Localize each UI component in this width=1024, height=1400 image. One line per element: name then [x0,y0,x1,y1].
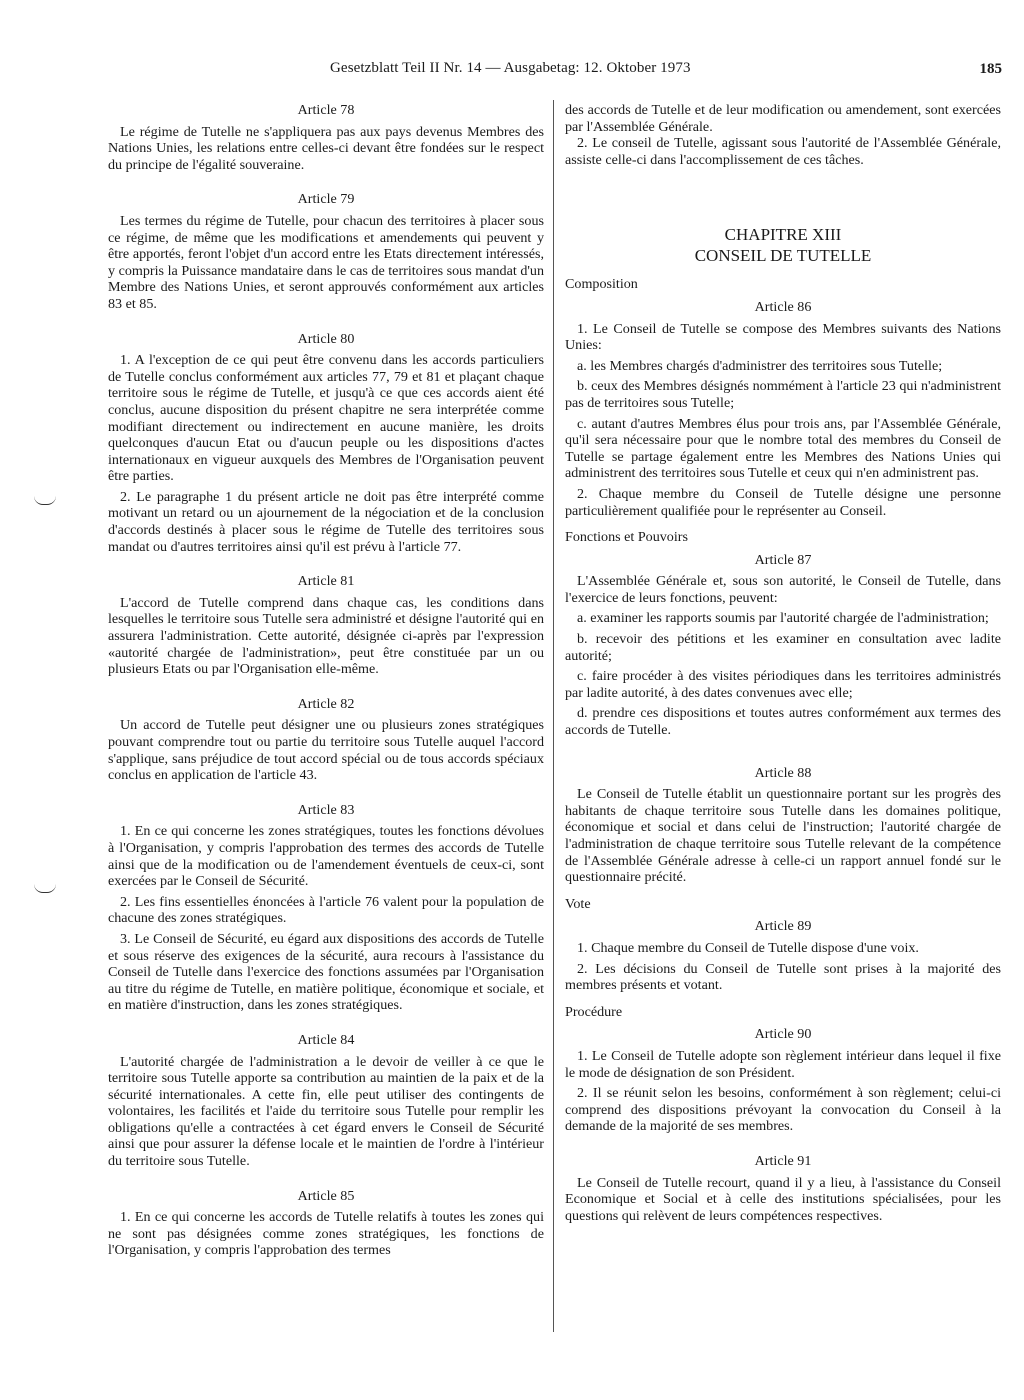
article-heading: Article 81 [297,573,355,590]
page-number: 185 [979,61,1002,77]
chapter-name: CONSEIL DE TUTELLE [694,246,872,266]
paragraph: 2. Le conseil de Tutelle, agissant sous l'autorité de l'Assemblée Générale, assiste celle-ci dans l'accomplissement de ces tâches. [565,135,1001,168]
article-heading: Article 91 [754,1152,812,1169]
article-heading: Article 79 [297,191,355,208]
paragraph: 3. Le Conseil de Sécurité, eu égard aux dispositions des accords de Tutelle et sous réserve des exigences de la sécurité, aura recours à l'assistance du Conseil de Tutelle dans l'exercice des fonctions assumées par l'Organisation au titre du régime de Tutelle, en matière politique, économique et sociale, et en matière d'instruction, dans les zones stratégiques. [108,930,544,1014]
column-divider [553,100,554,1332]
paragraph: Le Conseil de Tutelle établit un questionnaire portant sur les progrès des habitants de chaque territoire sous Tutelle dans les domaines politique, économique et social et dans celui de l'instruction; l'autorité chargée de l'administration de chaque territoire sous Tutelle relevant de la compétence de l'Assemblée Générale adresse à celle-ci un rapport annuel fondé sur le questionnaire précité. [565,786,1001,886]
article-heading: Article 82 [297,695,355,712]
article-heading: Article 84 [297,1031,355,1048]
article-heading: Article 88 [754,764,812,781]
paragraph: L'autorité chargée de l'administration a le devoir de veiller à ce que le territoire sous Tutelle apporte sa contribution au maintien de la paix et de la sécurité internationales. A cette fin, elle peut utiliser des contingents de volontaires, les facilités et l'aide du territoire sous Tutelle pour remplir les obligations qu'elle a contractées à cet égard envers le Conseil de Sécurité ainsi que pour assurer la défense locale et le maintien de l'ordre à l'intérieur du territoire sous Tutelle. [108,1053,544,1170]
paragraph: 2. Les décisions du Conseil de Tutelle sont prises à la majorité des membres présents et votant. [565,960,1001,994]
paragraph: 1. En ce qui concerne les accords de Tutelle relatifs à toutes les zones qui ne sont pas désignées comme zones stratégiques, les fonctions de l'Organisation, y compris l'approbation des termes [108,1209,544,1259]
section-heading: Fonctions et Pouvoirs [565,529,688,546]
paragraph: a. les Membres chargés d'administrer des territoires sous Tutelle; [577,357,943,374]
margin-mark [34,884,56,893]
paragraph: c. faire procéder à des visites périodiques dans les territoires administrés par ladite autorité, à des dates convenues avec elle; [565,668,1001,701]
paragraph: a. examiner les rapports soumis par l'autorité chargée de l'administration; [577,610,989,627]
section-heading: Vote [565,895,591,912]
paragraph: d. prendre ces dispositions et toutes autres conformément aux termes des accords de Tutelle. [565,705,1001,739]
paragraph: 2. Chaque membre du Conseil de Tutelle désigne une personne particulièrement qualifiée pour le représenter au Conseil. [565,485,1001,519]
margin-mark [34,496,56,505]
paragraph: b. ceux des Membres désignés nommément à l'article 23 qui n'administrent pas de territoires sous Tutelle; [565,378,1001,411]
paragraph: des accords de Tutelle et de leur modification ou amendement, sont exercées par l'Assemblée Générale. [565,102,1001,135]
paragraph: 1. Chaque membre du Conseil de Tutelle dispose d'une voix. [577,939,919,956]
article-heading: Article 78 [297,102,355,118]
section-heading: Procédure [565,1003,623,1020]
chapter-number: CHAPITRE XIII [724,225,842,245]
paragraph: L'Assemblée Générale et, sous son autorité, le Conseil de Tutelle, dans l'exercice de leurs fonctions, peuvent: [565,573,1001,606]
paragraph: Le régime de Tutelle ne s'appliquera pas aux pays devenus Membres des Nations Unies, les relations entre celles-ci devant être fondées sur le respect du principe de l'égalité souveraine. [108,123,544,173]
article-heading: Article 80 [297,330,355,347]
article-heading: Article 89 [754,918,812,935]
chapter-title [565,224,1001,266]
paragraph: b. recevoir des pétitions et les examiner en consultation avec ladite autorité; [565,631,1001,664]
article-heading: Article 86 [754,298,812,315]
right-column [565,102,1001,1224]
paragraph: 1. En ce qui concerne les zones stratégiques, toutes les fonctions dévolues à l'Organisation, y compris l'approbation des termes des accords de Tutelle ainsi que de la modification ou de l'amendement éventuels de ceux-ci, sont exercées par le Conseil de Sécurité. [108,823,544,890]
paragraph: L'accord de Tutelle comprend dans chaque cas, les conditions dans lesquelles le territoire sous Tutelle sera administré et désigne l'autorité qui en assurera l'administration. Cette autorité, désignée ci-après par l'expression «autorité chargée de l'administration», peut être constituée par un ou plusieurs Etats ou par l'Organisation elle-même. [108,594,544,678]
page-header [330,60,1002,80]
article-heading: Article 85 [297,1187,355,1204]
paragraph: Les termes du régime de Tutelle, pour chacun des territoires à placer sous ce régime, de même que les modifications et amendements qui peuvent y être apportés, feront l'objet d'un accord entre les Etats directement intéressés, y compris la Puissance mandataire dans le cas de territoires sous mandat d'un Membre des Nations Unies, et seront approuvés conformément aux articles 83 et 85. [108,212,544,312]
paragraph: 2. Les fins essentielles énoncées à l'article 76 valent pour la population de chacune des zones stratégiques. [108,893,544,927]
paragraph: c. autant d'autres Membres élus pour trois ans, par l'Assemblée Générale, qu'il sera nécessaire pour que le nombre total des membres du Conseil de Tutelle se partage également entre les Membres des Nations Unies qui administrent des territoires sous Tutelle et ceux qui n'en administrent pas. [565,415,1001,482]
paragraph: 1. Le Conseil de Tutelle adopte son règlement intérieur dans lequel il fixe le mode de désignation de son Président. [565,1047,1001,1081]
article-heading: Article 90 [754,1026,812,1043]
paragraph: Le Conseil de Tutelle recourt, quand il y a lieu, à l'assistance du Conseil Economique et Social et à celle des institutions spécialisées, pour les questions qui relèvent de leurs compétences respectives. [565,1174,1001,1224]
article-heading: Article 83 [297,801,355,818]
paragraph: 1. Le Conseil de Tutelle se compose des Membres suivants des Nations Unies: [565,320,1001,354]
paragraph: 1. A l'exception de ce qui peut être convenu dans les accords particuliers de Tutelle conclus conformément aux articles 77, 79 et 81 et plaçant chaque territoire sous le régime de Tutelle, et jusqu'à ce que ces accords aient été conclus, aucune disposition du présent chapitre ne sera interprétée comme modifiant directement ou indirectement en aucune manière, les droits quelconques d'aucun Etat ou d'aucun peuple ou les dispositions d'actes internationaux en vigueur auxquels des Membres de l'Organisation peuvent être parties. [108,352,544,485]
paragraph: Un accord de Tutelle peut désigner une ou plusieurs zones stratégiques pouvant comprendre tout ou partie du territoire sous Tutelle auquel l'accord s'applique, sans préjudice de tout accord spécial ou de tous accords spéciaux conclus en application de l'article 43. [108,717,544,784]
paragraph: 2. Il se réunit selon les besoins, conformément à son règlement; celui-ci comprend des dispositions prévoyant la convocation du Conseil à la demande de la majorité de ses membres. [565,1085,1001,1135]
left-column [108,102,544,1259]
section-heading: Composition [565,276,638,293]
article-heading: Article 87 [754,551,812,568]
paragraph: 2. Le paragraphe 1 du présent article ne doit pas être interprété comme motivant un retard ou un ajournement de la négociation et de la conclusion d'accords destinés à placer sous le régime de Tutelle des territoires sous mandat ou d'autres territoires ainsi qu'il est prévu à l'article 77. [108,488,544,555]
gazette-title: Gesetzblatt Teil II Nr. 14 — Ausgabetag: 12. Oktober 1973 [330,60,691,76]
